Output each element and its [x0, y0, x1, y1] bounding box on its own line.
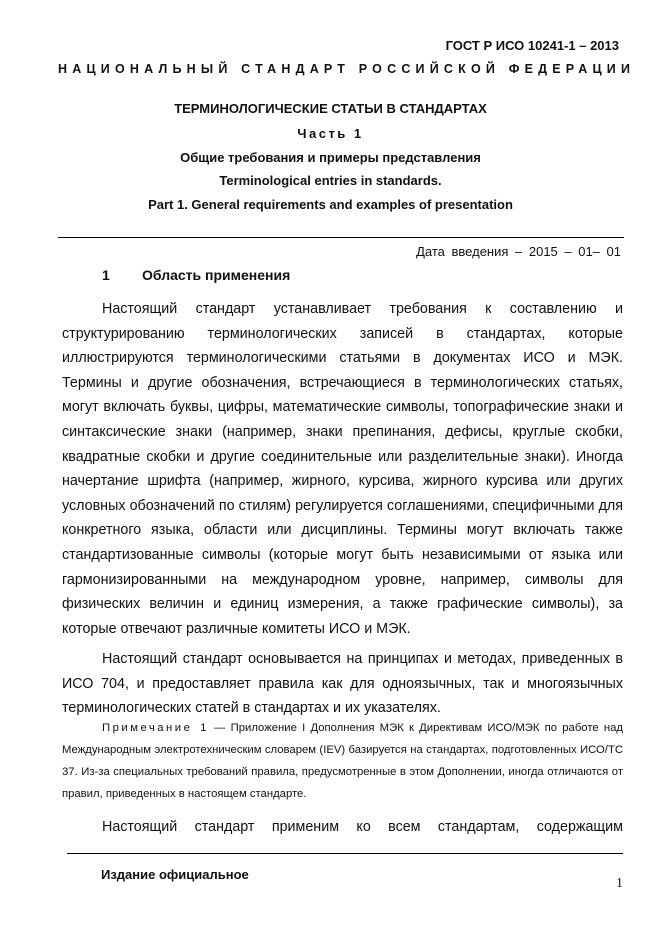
national-standard-heading: НАЦИОНАЛЬНЫЙ СТАНДАРТ РОССИЙСКОЙ ФЕДЕРАЦИИ: [58, 62, 636, 76]
scope-paragraph-3: Настоящий стандарт применим ко всем стандартам, содержащим: [102, 819, 623, 835]
subtitle-en: Part 1. General requirements and examples of presentation: [148, 197, 513, 212]
section-title: Область применения: [142, 267, 291, 283]
title-divider: [58, 237, 624, 238]
introduction-date: Дата введения – 2015 – 01– 01: [416, 244, 621, 259]
document-number: ГОСТ Р ИСО 10241-1 – 2013: [445, 38, 619, 53]
subtitle-ru: Общие требования и примеры представления: [180, 150, 481, 165]
title-main-en: Terminological entries in standards.: [219, 173, 442, 188]
scope-paragraph-1: Настоящий стандарт устанавливает требования к составлению и структурированию терминологических записей в стандартах, которые иллюстрируются терминологическими статьями в документах ИСО и МЭК. Термины и другие обозначения, встречающиеся в терминологических статьях, могут включать буквы, цифры, математические символы, топографические знаки и синтаксические знаки (например, знаки препинания, дефисы, круглые скобки, квадратные скобки и другие соединительные или разделительные знаки). Иногда начертание шрифта (например, жирного, курсива, жирного курсива или других условных обозначений по стилям) регулируется соглашениями, специфичными для конкретного языка, области или дисциплины. Термины могут включать также стандартизованные символы (которые могут быть независимыми от языка или гармонизированными на международном уровне, например, символы для физических величин и единиц измерения, а также графические символы), за которые отвечают различные комитеты ИСО и МЭК.: [62, 301, 623, 637]
footer-divider: [67, 853, 623, 854]
note-text: — Приложение I Дополнения МЭК к Директивам ИСО/МЭК по работе над Международным электротехническим словарем (IEV) базируется на стандартах, подготовленных ИСО/ТС 37. Из-за специальных требований правила, предусмотренные в этом Дополнении, иногда отличаются от правил, приведенных в настоящем стандарте.: [62, 722, 623, 800]
scope-paragraph-2: Настоящий стандарт основывается на принципах и методах, приведенных в ИСО 704, и предоставляет правила как для одноязычных, так и многоязычных терминологических статей в стандартах и их указателях.: [62, 651, 623, 717]
title-main-ru: ТЕРМИНОЛОГИЧЕСКИЕ СТАТЬИ В СТАНДАРТАХ: [174, 101, 487, 116]
title-part-ru: Часть 1: [297, 126, 364, 141]
note-1: [62, 717, 623, 805]
section-number: 1: [102, 267, 110, 283]
note-label: Примечание 1: [102, 722, 209, 734]
official-edition-label: Издание официальное: [101, 867, 249, 882]
page-number: 1: [616, 876, 623, 891]
